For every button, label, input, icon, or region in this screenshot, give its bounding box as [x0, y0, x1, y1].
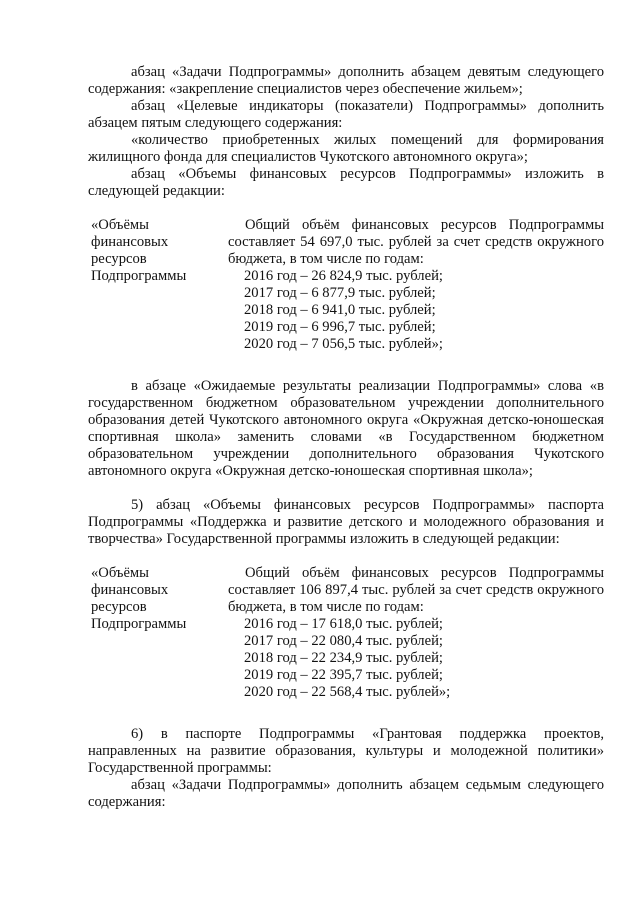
table2-label-line: Подпрограммы	[91, 616, 187, 632]
paragraph-housing-quantity: «количество приобретенных жилых помещений для формирования жилищного фонда для специалистов Чукотского автономного округа»;	[88, 132, 604, 165]
paragraph-volumes-edit: абзац «Объемы финансовых ресурсов Подпрограммы» изложить в следующей редакции:	[88, 166, 604, 199]
table1-label	[91, 217, 221, 285]
table2-label-line: финансовых	[91, 582, 169, 598]
table2-year-2017: 2017 год – 22 080,4 тыс. рублей;	[244, 633, 443, 649]
paragraph-tasks-ninth: абзац «Задачи Подпрограммы» дополнить абзацем девятым следующего содержания: «закрепление специалистов через обеспечение жильем»;	[88, 64, 604, 97]
table1-year-2018: 2018 год – 6 941,0 тыс. рублей;	[244, 302, 436, 318]
table1-body	[228, 217, 604, 353]
table1-year-2016: 2016 год – 26 824,9 тыс. рублей;	[244, 268, 443, 284]
table2-label	[91, 565, 221, 633]
table2-year-2019: 2019 год – 22 395,7 тыс. рублей;	[244, 667, 443, 683]
table2-label-line: «Объёмы	[91, 565, 149, 581]
table2-year-2016: 2016 год – 17 618,0 тыс. рублей;	[244, 616, 443, 632]
table2-year-2018: 2018 год – 22 234,9 тыс. рублей;	[244, 650, 443, 666]
paragraph-indicators-fifth: абзац «Целевые индикаторы (показатели) Подпрограммы» дополнить абзацем пятым следующего содержания:	[88, 98, 604, 131]
table1-label-line: финансовых	[91, 234, 169, 250]
table1-year-2019: 2019 год – 6 996,7 тыс. рублей;	[244, 319, 436, 335]
table2-total-text: Общий объём финансовых ресурсов Подпрограммы составляет 106 897,4 тыс. рублей за счет средств окружного бюджета, в том числе по годам:	[228, 565, 604, 615]
table1-total-text: Общий объём финансовых ресурсов Подпрограммы составляет 54 697,0 тыс. рублей за счет средств окружного бюджета, в том числе по годам:	[228, 217, 604, 267]
table1-year-2017: 2017 год – 6 877,9 тыс. рублей;	[244, 285, 436, 301]
table1-label-line: «Объёмы	[91, 217, 149, 233]
table1-year-2020: 2020 год – 7 056,5 тыс. рублей»;	[244, 336, 443, 352]
table2-label-line: ресурсов	[91, 599, 147, 615]
table2-year-2020: 2020 год – 22 568,4 тыс. рублей»;	[244, 684, 451, 700]
table2-body	[228, 565, 604, 701]
paragraph-expected-results: в абзаце «Ожидаемые результаты реализации Подпрограммы» слова «в государственном бюджетном образовательном учреждении дополнительного образования детей Чукотского автономного округа «Окружная детско-юношеская спортивная школа» заменить словами «в Государственном бюджетном образовательном учреждении дополнительного образования Чукотского автономного округа «Окружная детско-юношеская спортивная школа»;	[88, 378, 604, 479]
table1-label-line: ресурсов	[91, 251, 147, 267]
paragraph-item-5: 5) абзац «Объемы финансовых ресурсов Подпрограммы» паспорта Подпрограммы «Поддержка и развитие детского и молодежного образования и творчества» Государственной программы изложить в следующей редакции:	[88, 497, 604, 547]
paragraph-item-6: 6) в паспорте Подпрограммы «Грантовая поддержка проектов, направленных на развитие образования, культуры и молодежной политики» Государственной программы:	[88, 726, 604, 776]
table1-label-line: Подпрограммы	[91, 268, 187, 284]
paragraph-tasks-seventh: абзац «Задачи Подпрограммы» дополнить абзацем седьмым следующего содержания:	[88, 777, 604, 810]
